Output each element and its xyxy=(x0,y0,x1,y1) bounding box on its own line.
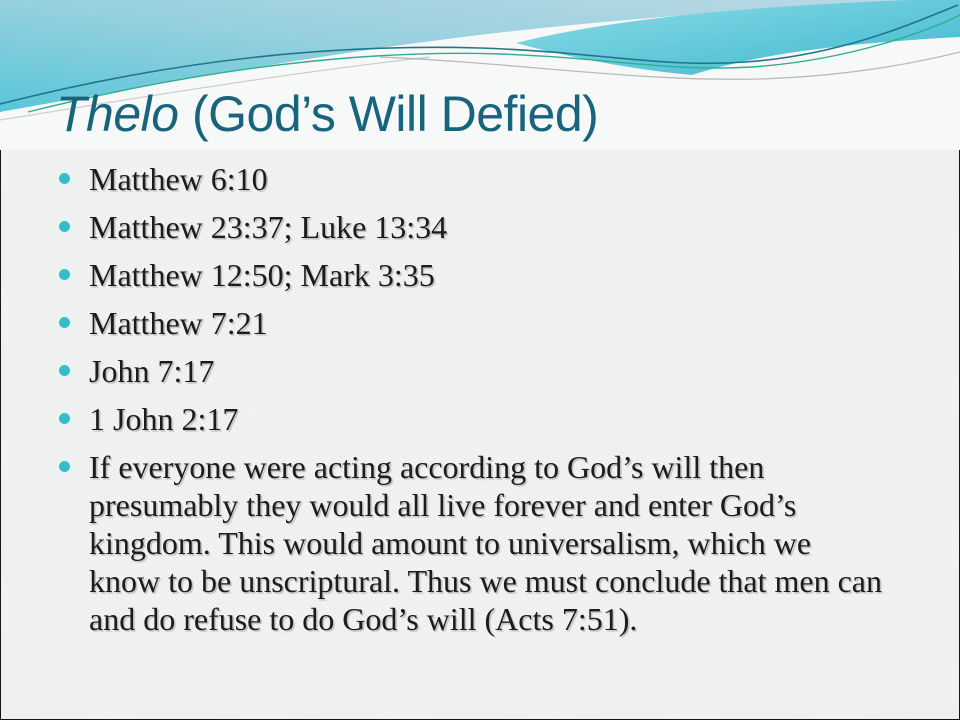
bullet-icon xyxy=(59,221,70,232)
slide-title xyxy=(56,84,598,144)
title-rest-text: (God’s Will Defied) xyxy=(178,86,599,142)
list-item-paragraph xyxy=(56,448,884,638)
bullet-text: Matthew 12:50; Mark 3:35 xyxy=(89,257,435,293)
bullet-icon xyxy=(59,173,70,184)
bullet-icon xyxy=(59,413,70,424)
title-word-thelo: Thelo xyxy=(56,86,179,142)
bullet-icon xyxy=(59,365,70,376)
bullet-text: John 7:17 xyxy=(89,353,215,389)
bullet-text: Matthew 7:21 xyxy=(89,305,268,341)
bullet-text: Matthew 23:37; Luke 13:34 xyxy=(89,209,448,245)
bullet-paragraph-text: If everyone were acting according to God’s will then presumably they would all live forever and enter God’s kingdom. This would amount to universalism, which we know to be unscriptural. Thus we must conclude that men can and do refuse to do God’s will (Acts 7:51). xyxy=(89,449,882,637)
list-item xyxy=(56,304,884,342)
list-item xyxy=(56,208,884,246)
bullet-list xyxy=(56,160,884,648)
list-item xyxy=(56,352,884,390)
bullet-text: 1 John 2:17 xyxy=(89,401,239,437)
list-item xyxy=(56,256,884,294)
list-item xyxy=(56,400,884,438)
bullet-text: Matthew 6:10 xyxy=(89,161,268,197)
bullet-icon xyxy=(59,461,70,472)
bullet-icon xyxy=(59,317,70,328)
list-item xyxy=(56,160,884,198)
bullet-icon xyxy=(59,269,70,280)
